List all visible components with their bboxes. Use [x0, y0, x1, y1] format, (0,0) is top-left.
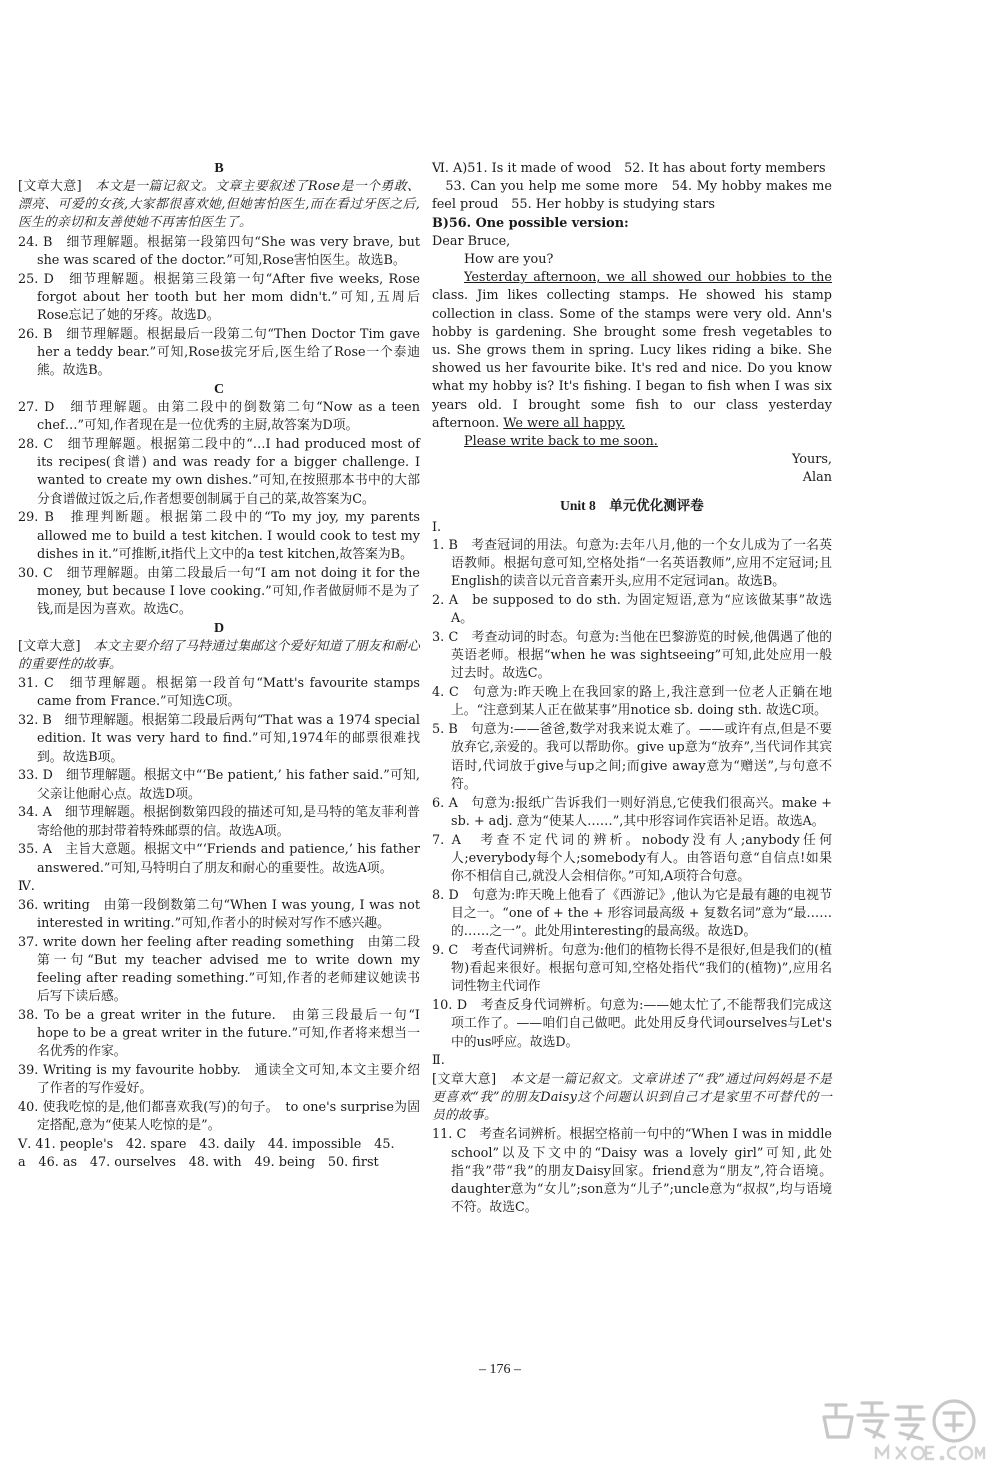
answer-item: 5. B 句意为:——爸爸,数学对我来说太难了。——或许有点,但是不要放弃它,亲爱的。我可以帮助你。give up意为“放弃”,当代词作其宾语时,代词放于give与up之间;而give away意为“赠送”,与句意不符。: [432, 722, 832, 792]
answer-item: 36. writing 由第一段倒数第二句“When I was young, I was not interested in writing.”可知,作者小的时候对写作不感兴趣。: [18, 897, 420, 931]
answer-item: 4. C 句意为:昨天晚上在我回家的路上,我注意到一位老人正躺在地上。“注意到某人正在做某事”用notice sb. doing sth. 故选C项。: [432, 685, 832, 719]
section-b-title: B: [214, 161, 224, 176]
answer-item: 11. C 考查名词辨析。根据空格前一句中的“When I was in middle school”以及下文中的“Daisy was a lovely girl”可知,此处指“我”带“我”的朋友Daisy回家。friend意为“朋友”,符合语境。daughter意为“女儿”;son意为“儿子”;uncle意为“叔叔”,均与语境不符。故选C。: [432, 1127, 832, 1216]
section-vi-answers: [432, 160, 837, 215]
section-v-answers: [18, 1136, 420, 1172]
answer-item: 30. C 细节理解题。由第二段最后一句“I am not doing it for the money, but because I love cooking.”可知,作者做厨师不是为了钱,而是因为喜欢。故选C。: [18, 565, 420, 618]
answer-item: 40. 使我吃惊的是,他们都喜欢我(写)的句子。 to one's surprise为固定搭配,意为“使某人吃惊的是”。: [18, 1100, 420, 1134]
answer-item: 28. C 细节理解题。根据第二段中的“…I had produced most of its recipes(食谱) and was ready for a bigger challenge. I wanted to create my own dishes.”可知,在按照那本书中的大部分食谱做过饭之后,作者想要创制属于自己的菜,故答案为C。: [18, 437, 420, 507]
unit-title: Unit 8 单元优化测评卷: [560, 497, 704, 513]
section-vi-line1: A)51. Is it made of wood 52. It has about forty members: [448, 161, 826, 176]
section-v-line1: 41. people's 42. spare 43. daily 44. impossible 45.: [31, 1137, 395, 1153]
answer-item: 2. A be supposed to do sth. 为固定短语,意为“应该做某事”故选A。: [432, 593, 832, 627]
letter-closing-text: Please write back to me soon.: [464, 434, 658, 450]
section-iv-label: Ⅳ.: [18, 879, 35, 895]
answer-item: 29. B 推理判断题。根据第二段中的“To my joy, my parents allowed me to build a test kitchen. I would cook to test my dishes in it.”可推断,it指代上文中的a test kitchen,故答案为B。: [18, 510, 420, 562]
left-column: [18, 160, 420, 1173]
answer-item: 24. B 细节理解题。根据第一段第四句“She was very brave, but she was scared of the doctor.”可知,Rose害怕医生。故选B。: [18, 234, 420, 268]
right-column: [432, 160, 837, 1218]
writing-version-label: B)56. One possible version:: [432, 215, 629, 231]
section-ii-label: Ⅱ.: [432, 1053, 445, 1069]
section-v-line2: a 46. as 47. ourselves 48. with 49. being 50. first: [18, 1155, 379, 1171]
section-vi-label: Ⅵ.: [432, 161, 449, 176]
letter-salutation: Dear Bruce,: [432, 233, 511, 249]
letter-signature: Alan: [802, 470, 832, 486]
answer-item: 31. C 细节理解题。根据第一段首句“Matt's favourite stamps came from France.”可知选C项。: [18, 676, 420, 710]
answer-item: 7. A 考查不定代词的辨析。nobody没有人;anybody任何人;everybody每个人;somebody有人。由答语句意“自信点!如果你不相信自己,就没人会相信你。”可知,A项符合句意。: [432, 832, 832, 885]
answer-item: 27. D 细节理解题。由第二段中的倒数第二句“Now as a teen chef…”可知,作者现在是一位优秀的主厨,故答案为D项。: [18, 400, 420, 434]
watermark-logo-icon: [818, 1395, 988, 1463]
sample-letter: [432, 233, 832, 488]
summary-text: 本文是一篇记叙文。文章主要叙述了Rose是一个勇敢、漂亮、可爱的女孩,大家都很喜欢她,但她害怕医生,而在看过牙医之后,医生的亲切和友善使她不再害怕医生了。: [18, 179, 420, 231]
answer-item: 34. A 细节理解题。根据倒数第四段的描述可知,是马特的笔友菲利普寄给他的那封带着特殊邮票的信。故选A项。: [18, 805, 420, 839]
answer-item: 33. D 细节理解题。根据文中“‘Be patient,’ his father said.”可知,父亲让他耐心点。故选D项。: [18, 768, 420, 802]
summary-tag: [文章大意]: [432, 1071, 497, 1087]
summary-text: 本文是一篇记叙文。文章讲述了“我”通过问妈妈是不是更喜欢“我”的朋友Daisy这个问题认识到自己才是家里不可替代的一员的故事。: [432, 1071, 833, 1124]
answer-item: 1. B 考查冠词的用法。句意为:去年八月,他的一个女儿成为了一名英语教师。根据句意可知,空格处指“一名英语教师”,应用不定冠词;且English的读音以元音音素开头,应用不定冠词an。故选B。: [432, 537, 832, 590]
answer-item: 6. A 句意为:报纸广告诉我们一则好消息,它使我们很高兴。make + sb. + adj. 意为“使某人……”,其中形容词作宾语补足语。故选A。: [432, 795, 832, 829]
answer-item: 37. write down her feeling after reading something 由第二段第一句“But my teacher advised me to write down my feeling after reading something.”可知,作者的老师建议她读书后写下读后感。: [18, 934, 420, 1005]
answer-item: 3. C 考查动词的时态。句意为:当他在巴黎游览的时候,他偶遇了他的英语老师。根据“when he was sightseeing”可知,此处应用一般过去时。故选C。: [432, 630, 832, 682]
answer-item: 39. Writing is my favourite hobby. 通读全文可知,本文主要介绍了作者的写作爱好。: [18, 1063, 420, 1097]
answer-item: 32. B 细节理解题。根据第二段最后两句“That was a 1974 special edition. It was very hard to find.”可知,1974年的邮票很难找到。故选B项。: [18, 713, 420, 765]
section-i-label: Ⅰ.: [432, 519, 442, 535]
section-c-title: C: [213, 382, 225, 398]
letter-body-end: We were all happy.: [503, 415, 626, 431]
summary-tag: [文章大意]: [18, 638, 81, 654]
letter-closing-line: [432, 433, 832, 451]
summary-text: 本文主要介绍了马特通过集邮这个爱好知道了朋友和耐心的重要性的故事。: [18, 638, 421, 673]
section-ii-summary: [432, 1071, 832, 1126]
answer-item: 26. B 细节理解题。根据最后一段第二句“Then Doctor Tim gave her a teddy bear.”可知,Rose拔完牙后,医生给了Rose一个泰迪熊。故选B。: [18, 326, 420, 379]
letter-body: [432, 269, 832, 433]
section-b-summary: [18, 178, 420, 233]
letter-greeting: How are you?: [464, 252, 554, 268]
answer-item: 10. D 考查反身代词辨析。句意为:——她太忙了,不能帮我们完成这项工作了。——咱们自己做吧。此处用反身代词ourselves与Let's中的us呼应。故选D。: [432, 998, 832, 1050]
summary-tag: [文章大意]: [18, 179, 82, 194]
answer-item: 9. C 考查代词辨析。句意为:他们的植物长得不是很好,但是我们的(植物)看起来很好。根据句意可知,空格处指代“我们的(植物)”,应用名词性物主代词作: [432, 943, 832, 995]
answer-item: 8. D 句意为:昨天晚上他看了《西游记》,他认为它是最有趣的电视节目之一。“one of + the + 形容词最高级 + 复数名词”意为“最……的……之一”。此处用interesting的最高级。故选D。: [432, 887, 832, 940]
letter-body-rest: class. Jim likes collecting stamps. He showed his stamp collection in class. Some of the stamps were very old. Ann's hobby is gardening. She brought some fresh vegetables to us. She grows them in spring. Lucy likes riding a bike. She showed us her favourite bike. It's red and nice. Do you know what my hobby is? It's fishing. I began to fish when I was six years old. I brought some fish to our class yesterday afternoon.: [432, 288, 832, 431]
section-d-title: D: [213, 620, 225, 636]
section-v-label: Ⅴ.: [18, 1137, 32, 1153]
answer-item: 35. A 主旨大意题。根据文中“‘Friends and patience,’ his father answered.”可知,马特明白了朋友和耐心的重要性。故选A项。: [18, 842, 420, 876]
letter-sign-off: Yours,: [791, 452, 832, 468]
answer-item: 38. To be a great writer in the future. 由第三段最后一句“I hope to be a great writer in the future.”可知,作者将来想当一名优秀的作家。: [18, 1008, 420, 1060]
page-number: – 176 –: [479, 1362, 521, 1377]
letter-body-lead: Yesterday afternoon, we all showed our hobbies to the: [464, 270, 832, 286]
answer-item: 25. D 细节理解题。根据第三段第一句“After five weeks, Rose forgot about her tooth but her mom didn't.”可知,五周后Rose忘记了她的牙疼。故选D。: [18, 271, 420, 324]
section-vi-line2: 53. Can you help me some more 54. My hobby makes me feel proud 55. Her hobby is studying stars: [432, 179, 837, 213]
section-d-summary: [18, 638, 420, 674]
